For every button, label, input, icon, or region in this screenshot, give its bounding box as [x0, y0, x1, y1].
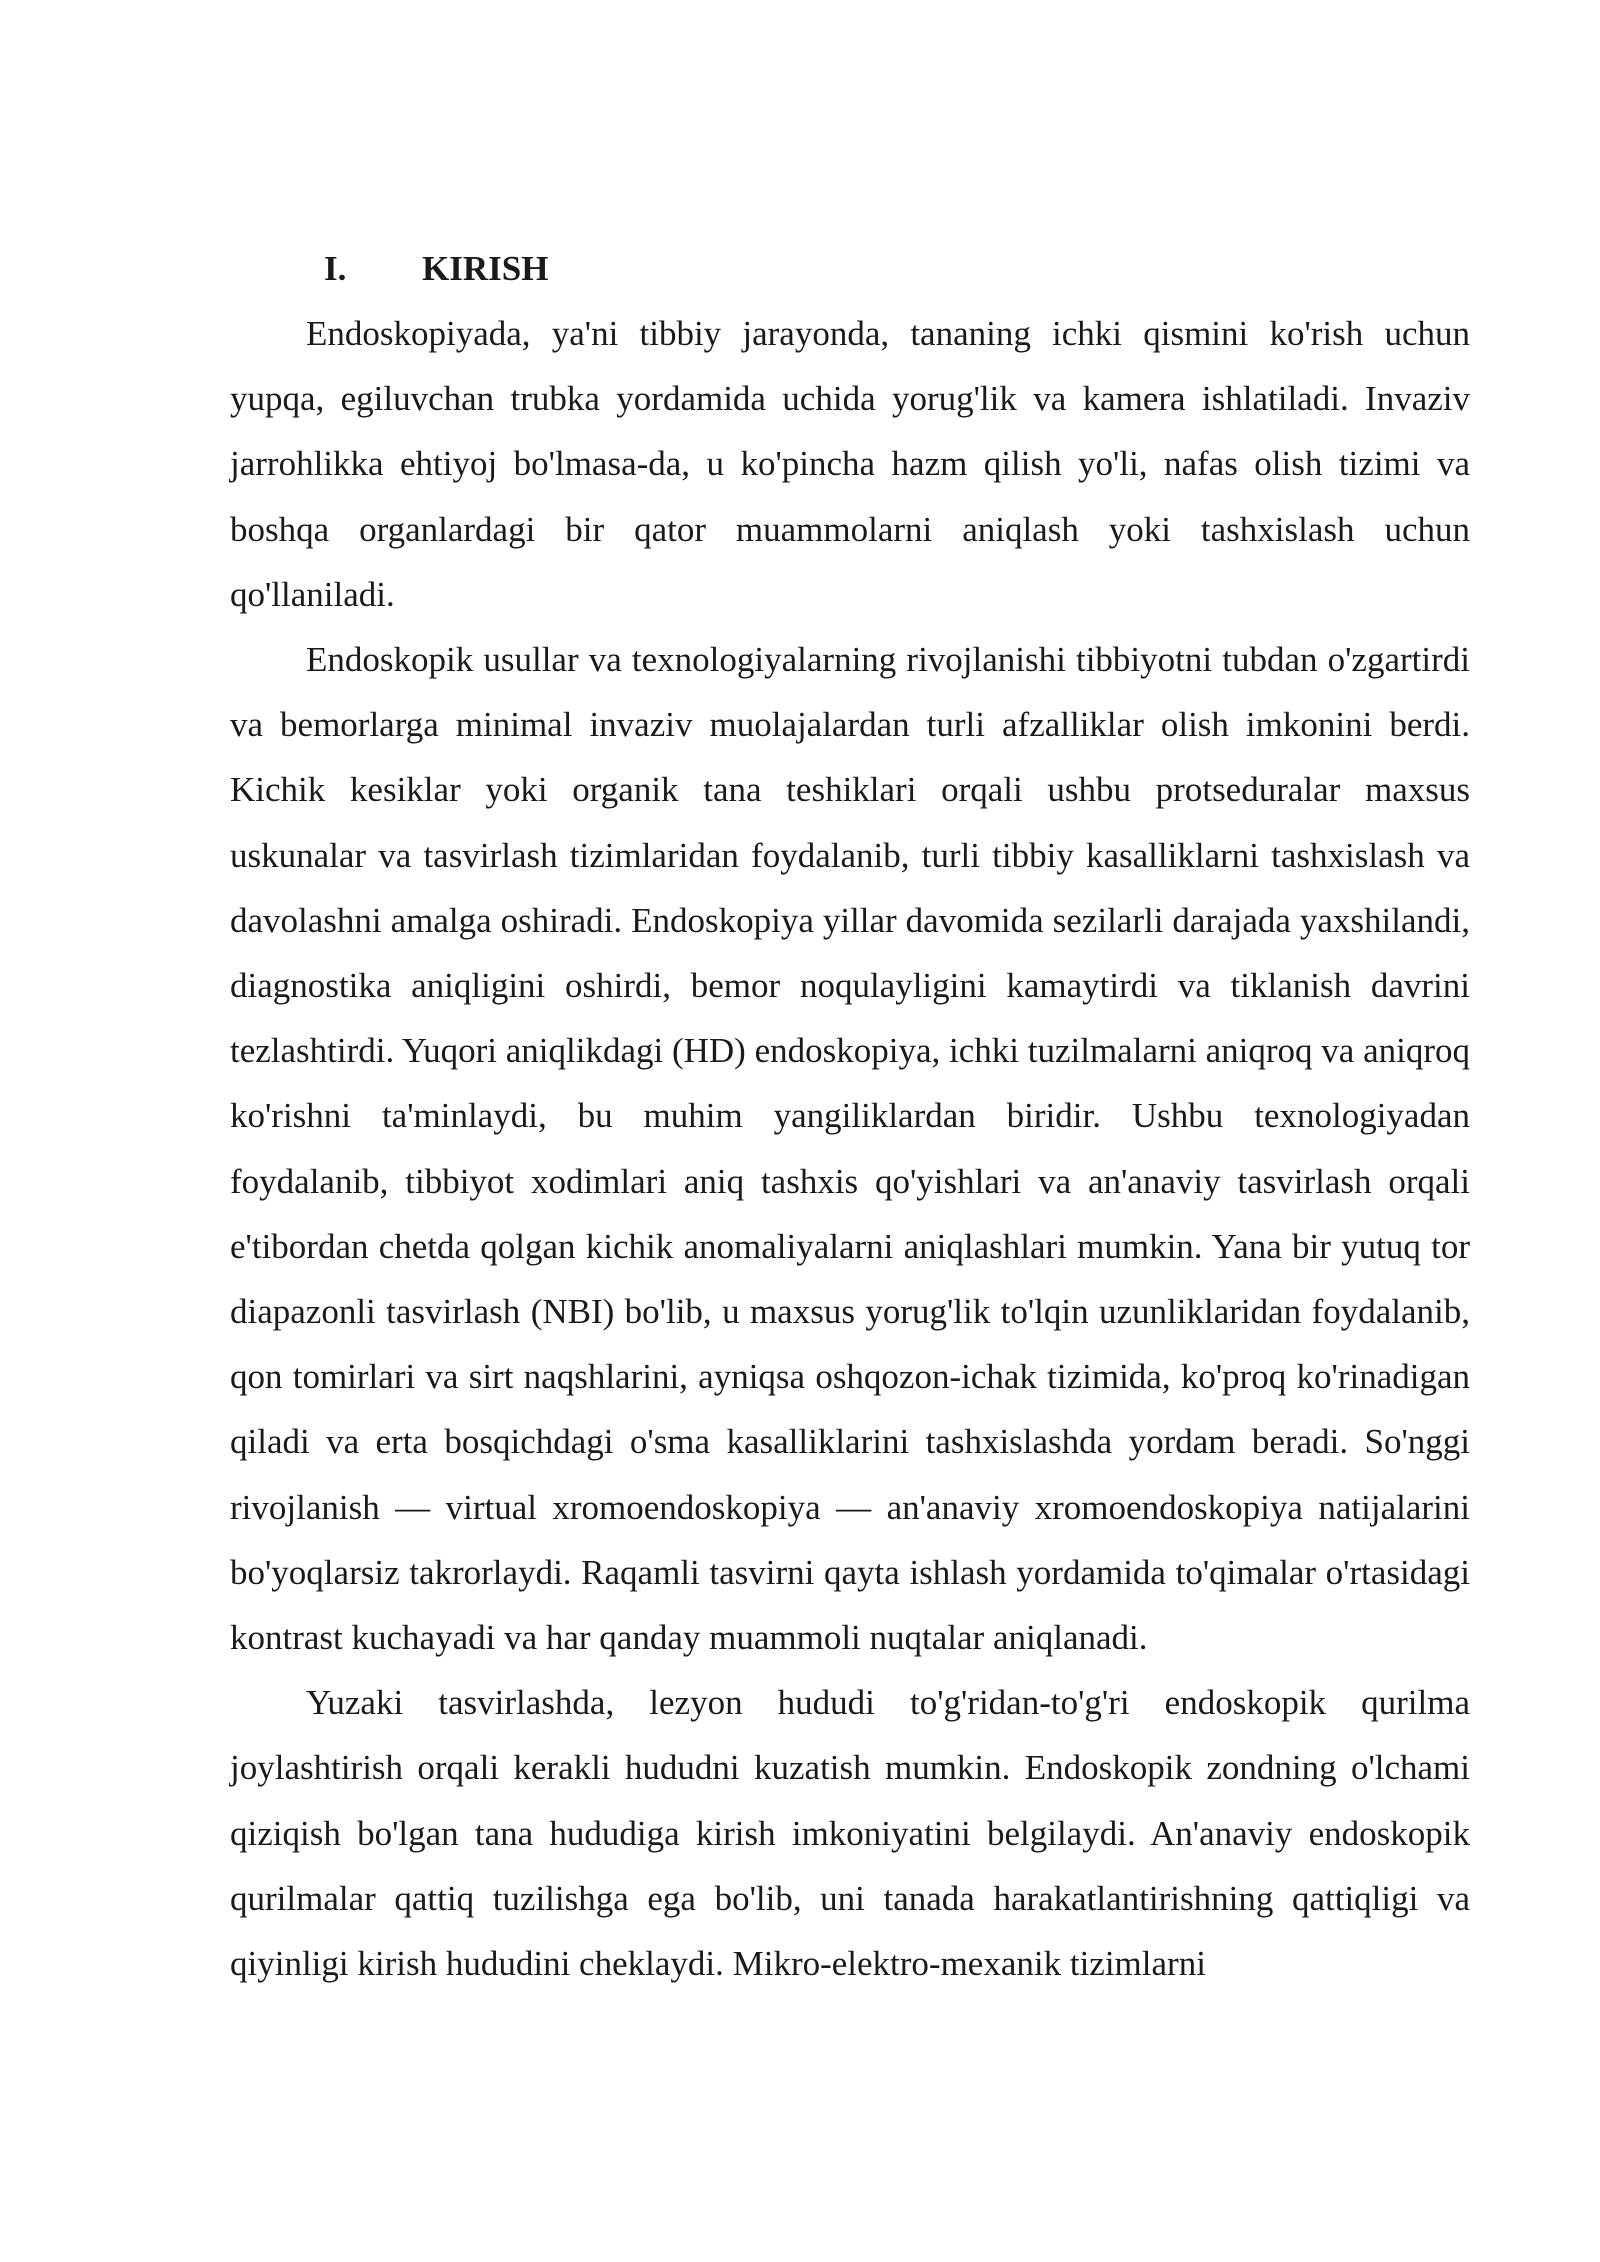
paragraph-1: Endoskopiyada, ya'ni tibbiy jarayonda, tananing ichki qismini ko'rish uchun yupqa, egiluvchan trubka yordamida uchida yorug'lik va kamera ishlatiladi. Invaziv jarrohlikka ehtiyoj bo'lmasa-da, u ko'pincha hazm qilish yo'li, nafas olish tizimi va boshqa organlardagi bir qator muammolarni aniqlash yoki tashxislash uchun qo'llaniladi.	[230, 314, 1470, 614]
paragraph-2: Endoskopik usullar va texnologiyalarning rivojlanishi tibbiyotni tubdan o'zgartirdi va bemorlarga minimal invaziv muolajalardan turli afzalliklar olish imkonini berdi. Kichik kesiklar yoki organik tana teshiklari orqali ushbu protseduralar maxsus uskunalar va tasvirlash tizimlaridan foydalanib, turli tibbiy kasalliklarni tashxislash va davolashni amalga oshiradi. Endoskopiya yillar davomida sezilarli darajada yaxshilandi, diagnostika aniqligini oshirdi, bemor noqulayligini kamaytirdi va tiklanish davrini tezlashtirdi. Yuqori aniqlikdagi (HD) endoskopiya, ichki tuzilmalarni aniqroq va aniqroq ko'rishni ta'minlaydi, bu muhim yangiliklardan biridir. Ushbu texnologiyadan foydalanib, tibbiyot xodimlari aniq tashxis qo'yishlari va an'anaviy tasvirlash orqali e'tibordan chetda qolgan kichik anomaliyalarni aniqlashlari mumkin. Yana bir yutuq tor diapazonli tasvirlash (NBI) bo'lib, u maxsus yorug'lik to'lqin uzunliklaridan foydalanib, qon tomirlari va sirt naqshlarini, ayniqsa oshqozon-ichak tizimida, ko'proq ko'rinadigan qiladi va erta bosqichdagi o'sma kasalliklarini tashxislashda yordam beradi. So'nggi rivojlanish — virtual xromoendoskopiya — an'anaviy xromoendoskopiya natijalarini bo'yoqlarsiz takrorlaydi. Raqamli tasvirni qayta ishlash yordamida to'qimalar o'rtasidagi kontrast kuchayadi va har qanday muammoli nuqtalar aniqlanadi.	[230, 640, 1470, 1658]
section-number: I.	[324, 249, 347, 288]
section-title: KIRISH	[422, 249, 549, 288]
document-body	[230, 236, 1470, 1996]
paragraph-3: Yuzaki tasvirlashda, lezyon hududi to'g'ridan-to'g'ri endoskopik qurilma joylashtirish orqali kerakli hududni kuzatish mumkin. Endoskopik zondning o'lchami qiziqish bo'lgan tana hududiga kirish imkoniyatini belgilaydi. An'anaviy endoskopik qurilmalar qattiq tuzilishga ega bo'lib, uni tanada harakatlantirishning qattiqligi va qiyinligi kirish hududini cheklaydi. Mikro-elektro-mexanik tizimlarni	[230, 1683, 1470, 1984]
section-heading	[230, 236, 1470, 301]
